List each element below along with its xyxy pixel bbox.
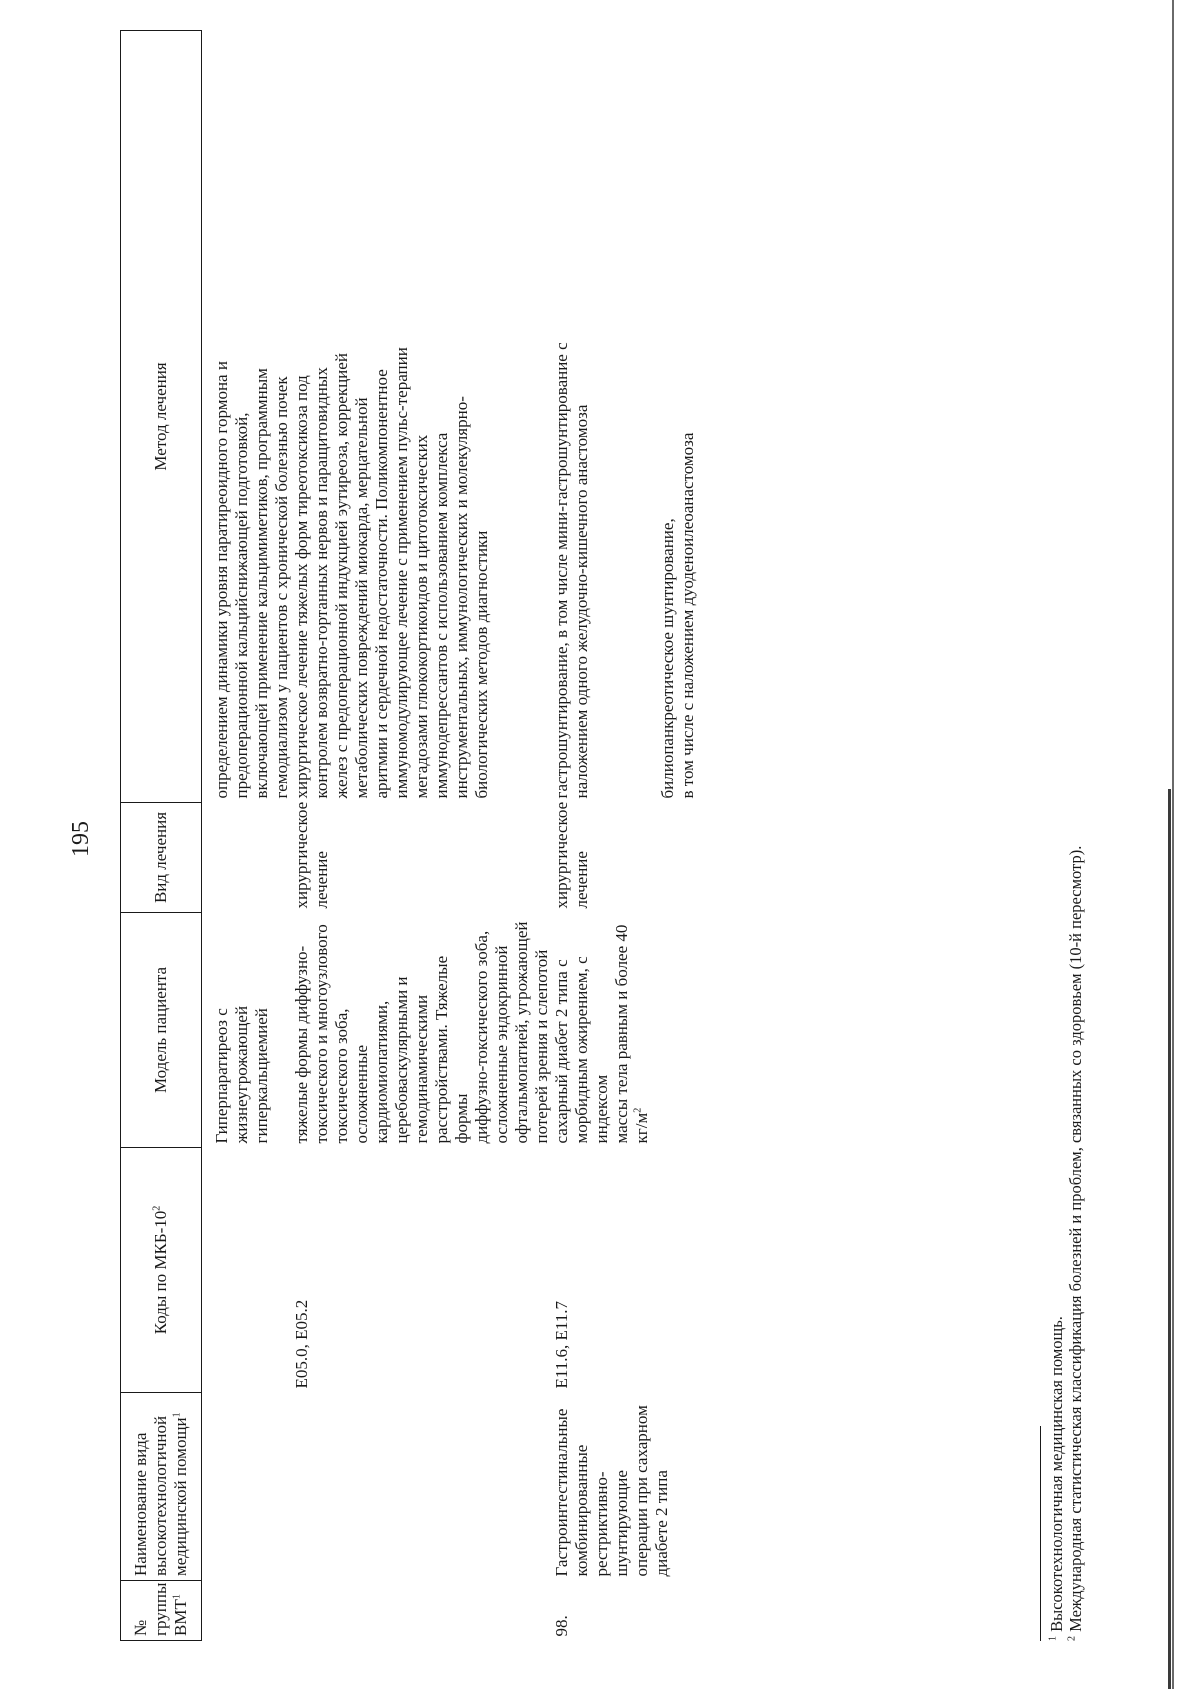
patient-model-cell: тяжелые формы диффузно- токсического и многоузлового токсического зоба, осложненные кардиомиопатиями, церебоваскулярными и гемодинамическими расстройствами. Тяжелые формы диффузно-токсического зоба, осложненные эндокринной офтальмопатией, угрожающей потерей зрения и слепотой <box>292 921 551 1144</box>
care-type-name-cell: Гастроинтестинальные комбинированные рестриктивно-шунтирующие операции при сахарном диабете 2 типа <box>552 1405 671 1577</box>
footnotes <box>1040 441 1085 1641</box>
header-care-type-name: Наименование вида высокотехнологичной медицинской помощи$^1$ <box>121 1393 202 1581</box>
treatment-method-cell: гастрошунтирование, в том числе мини-гастрошунтирование с наложением одного желудочно-кишечного анастомоза билиопанкреотическое шунтирование, в том числе с наложением дуоденоилеоанастомоза <box>552 31 698 803</box>
header-icd-codes: Коды по МКБ-$10^2$ <box>121 1148 202 1393</box>
treatment-table <box>120 30 698 1641</box>
header-patient-model: Модель пациента <box>121 913 202 1148</box>
scan-edge-artifact <box>1160 0 1200 1689</box>
group-number-cell: 98. <box>552 1615 571 1637</box>
header-group-number: № группы ВМТ$^1$ <box>121 1581 202 1641</box>
treatment-method-cell: определением динамики уровня паратиреоидного гормона и предоперационной кальцийснижающей подготовкой, включающей применение кальцимиметиков, программным гемодиализом у пациентов с хронической болезнью почек <box>212 361 291 799</box>
page-number: 195 <box>68 821 94 857</box>
icd-codes-cell: E11.6, E11.7 <box>552 1300 571 1389</box>
table-header-row <box>121 31 202 1641</box>
patient-model-cell: сахарный диабет 2 типа с морбидным ожирением, с индексом массы тела равным и более 40 $кг/м^2$ <box>552 924 651 1144</box>
footnote-divider <box>1040 1426 1041 1641</box>
treatment-type-cell: хирургическое лечение <box>292 801 331 909</box>
table-row <box>292 31 552 1641</box>
table-row <box>552 31 698 1641</box>
treatment-type-cell: хирургическое лечение <box>552 801 591 909</box>
header-treatment-type: Вид лечения <box>121 803 202 913</box>
footnote-1: $^1$ Высокотехнологичная медицинская помощь. <box>1047 1316 1066 1641</box>
treatment-method-extra: билиопанкреотическое шунтирование, в том числе с наложением дуоденоилеоанастомоза <box>658 432 697 799</box>
treatment-method-cell: хирургическое лечение тяжелых форм тиреотоксикоза под контролем возвратно-гортанных нервов и паращитовидных желез с предоперационной индукцией эутиреоза, коррекцией метаболических повреждений миокарда, мерцательной аритмии и сердечной недостаточности. Поликомпонентное иммуномодулирующее лечение с применением пульс-терапии мегадозами глюкокортикоидов и цитотоксических иммунодепрессантов с использованием комплекса инструментальных, иммунологических и молекулярно- биологических методов диагностики <box>292 347 491 799</box>
footnote-2: $^2$ Международная статистическая классификация болезней и проблем, связанных со здоровьем (10-й пересмотр). <box>1066 845 1085 1641</box>
patient-model-cell: Гиперпаратиреоз с жизнеугрожающей гиперкальциемией <box>212 1005 271 1144</box>
table-row <box>202 31 293 1641</box>
icd-codes-cell: E05.0, E05.2 <box>292 1299 311 1389</box>
header-treatment-method: Метод лечения <box>121 31 202 803</box>
